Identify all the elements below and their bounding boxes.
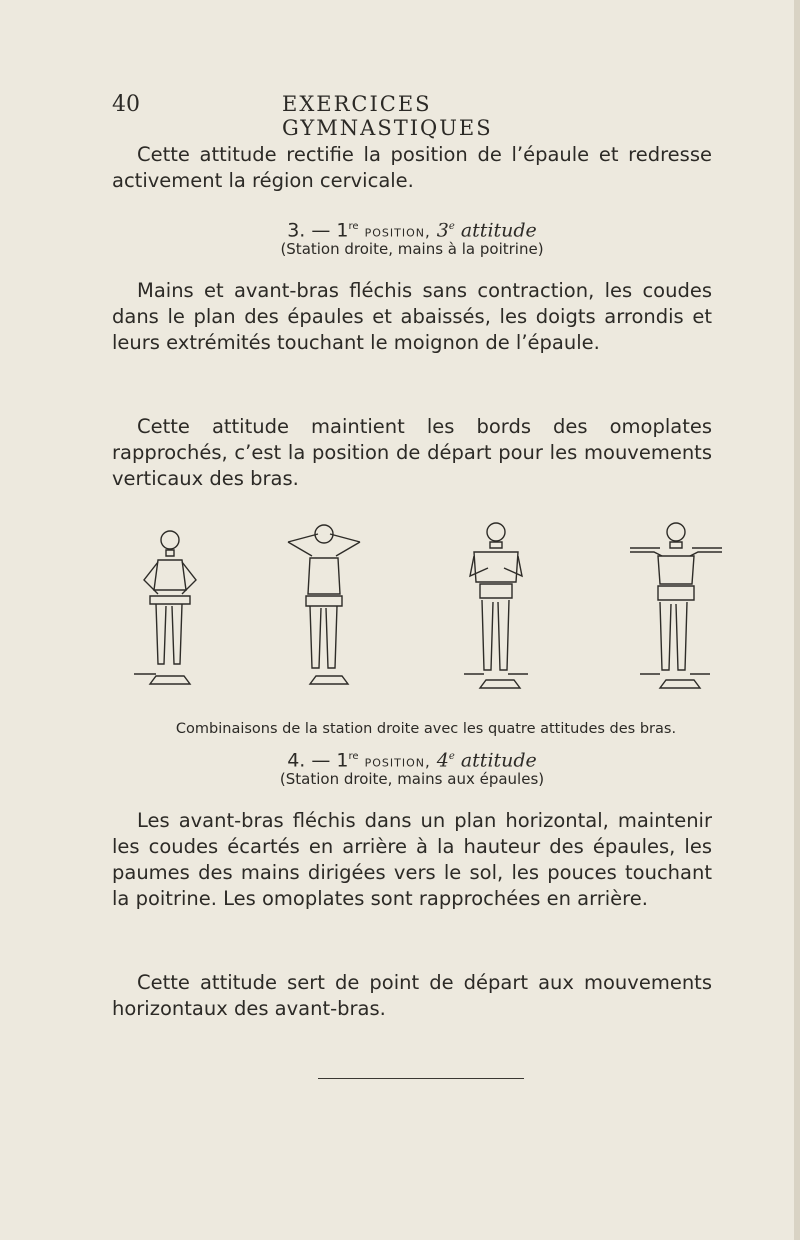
figure-3-hands-on-chest xyxy=(464,523,528,688)
page-number: 40 xyxy=(112,92,140,117)
figure-1-hands-on-hips xyxy=(134,531,196,684)
section-3-paragraph-1: Mains et avant-bras fléchis sans contraction, les coudes dans le plan des épaules et abaissés, les doigts arrondis et leurs extrémités touchant le moignon de l’épaule. xyxy=(112,279,712,354)
section-4-position-sup: re xyxy=(348,751,359,762)
section-3-number: 3. — xyxy=(287,219,331,242)
closing-rule xyxy=(318,1078,524,1079)
section-4-attitude-sup: e xyxy=(448,751,455,762)
section-4-position-num: 1 xyxy=(336,749,349,772)
section-4-position-word: position, xyxy=(364,752,431,771)
section-3-position-word: position, xyxy=(364,222,431,241)
section-4-attitude-num: 4 xyxy=(436,749,449,772)
running-title: EXERCICES GYMNASTIQUES xyxy=(282,92,493,140)
page-header xyxy=(112,92,632,140)
section-4-paragraph-1: Les avant-bras fléchis dans un plan horizontal, maintenir les coudes écartés en arrière à la hauteur des épaules, les paumes des mains dirigées vers le sol, les pouces touchant la poitrine. Les omoplates sont rapprochées en arrière. xyxy=(112,809,712,910)
intro-paragraph: Cette attitude rectifie la position de l’épaule et redresse activement la région cervicale. xyxy=(112,143,712,192)
section-3-position-sup: re xyxy=(348,221,359,232)
section-3-attitude-num: 3 xyxy=(436,219,449,242)
figure-4-hands-at-shoulders xyxy=(630,523,722,688)
section-4-number: 4. — xyxy=(287,749,331,772)
section-3-attitude-sup: e xyxy=(448,221,455,232)
section-4-paragraph-2: Cette attitude sert de point de départ aux mouvements horizontaux des avant-bras. xyxy=(112,971,712,1020)
section-3-position-num: 1 xyxy=(336,219,349,242)
page-edge xyxy=(794,0,800,1240)
section-3-paragraph-2: Cette attitude maintient les bords des omoplates rapprochés, c’est la position de départ pour les mouvements verticaux des bras. xyxy=(112,415,712,490)
section-4-attitude-word: attitude xyxy=(460,749,537,772)
figure-plate xyxy=(130,512,750,702)
section-3-subtitle: (Station droite, mains à la poitrine) xyxy=(280,240,544,258)
section-4-subtitle: (Station droite, mains aux épaules) xyxy=(279,770,545,788)
figure-caption: Combinaisons de la station droite avec les quatre attitudes des bras. xyxy=(175,720,677,737)
figure-2-hands-at-nape xyxy=(288,525,360,684)
section-3-attitude-word: attitude xyxy=(460,219,537,242)
